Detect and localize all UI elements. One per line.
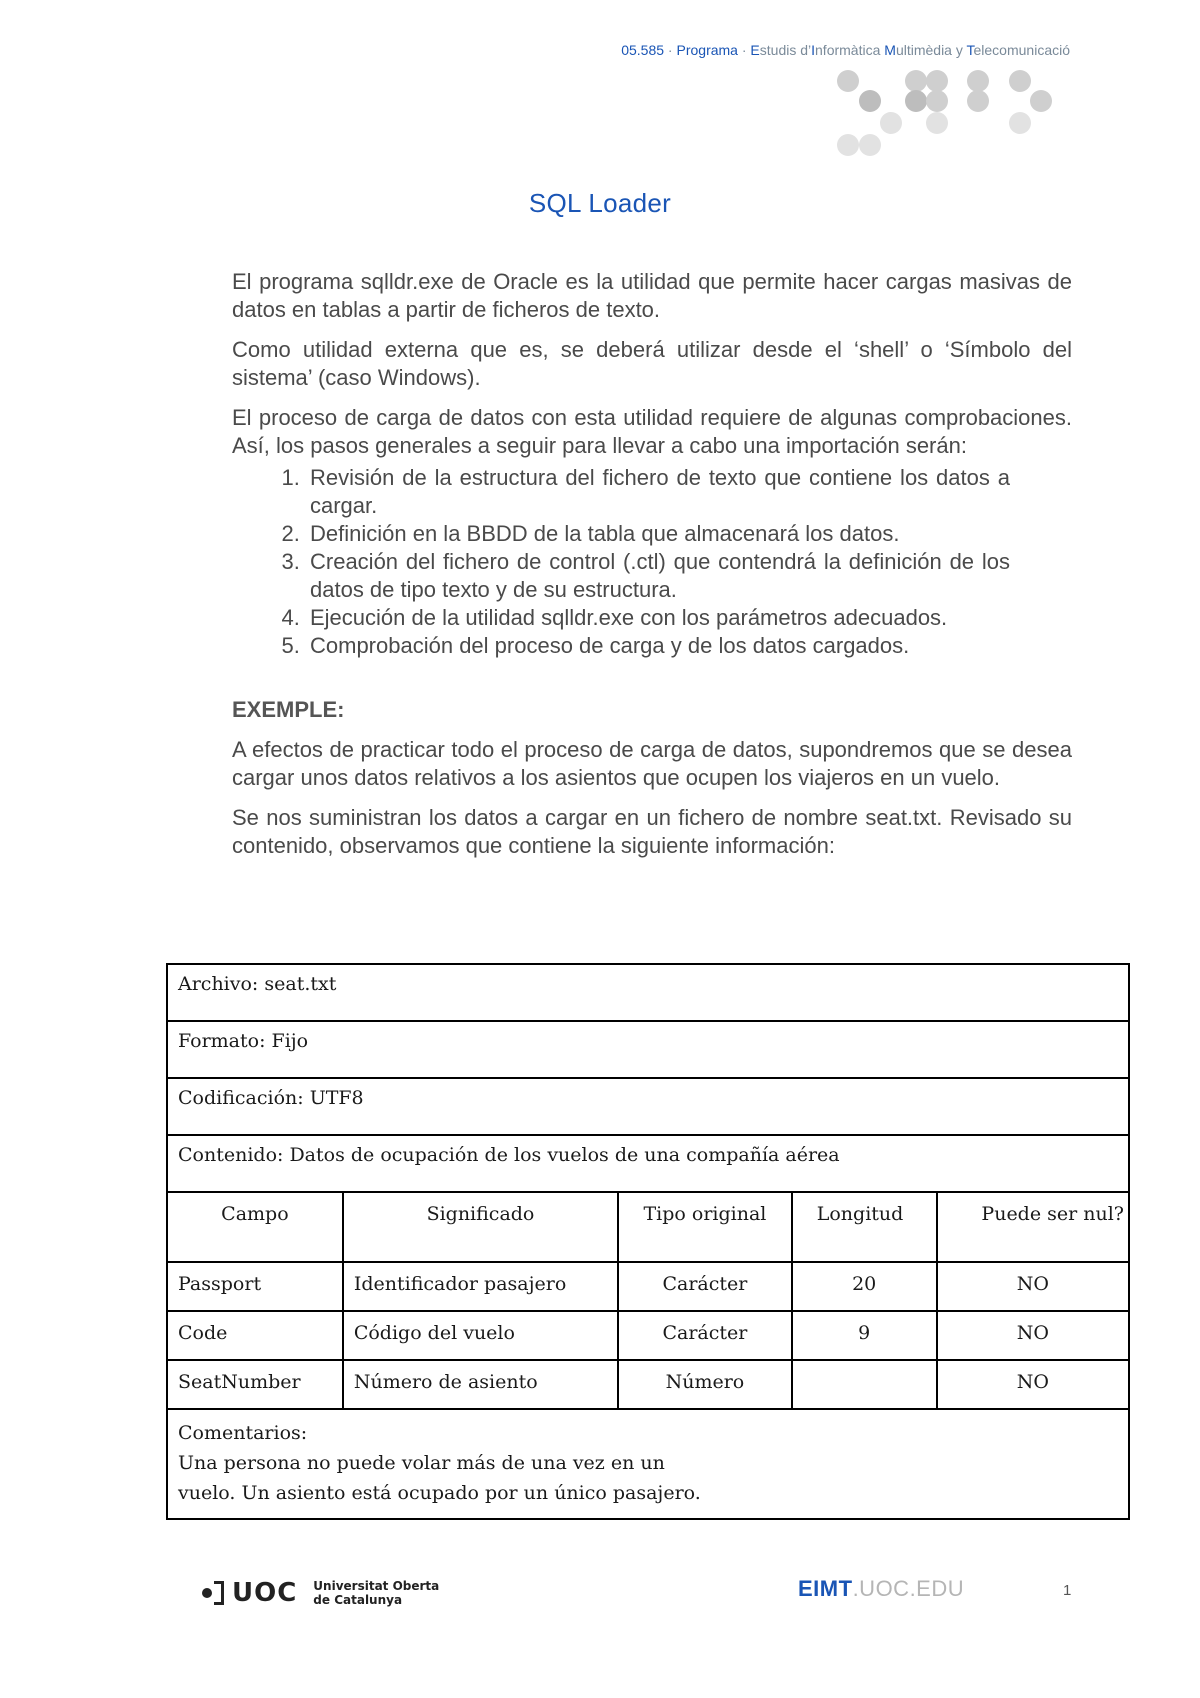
studies-text: nformàtica bbox=[815, 42, 885, 58]
university-name-line: Universitat Oberta bbox=[313, 1579, 440, 1593]
main-content bbox=[232, 268, 1072, 872]
eimt-url bbox=[798, 1576, 964, 1602]
page-title: SQL Loader bbox=[528, 188, 672, 218]
column-header: Tipo original bbox=[618, 1192, 792, 1262]
codificacion-cell: Codificación: UTF8 bbox=[167, 1078, 1129, 1135]
table-cell: NO bbox=[937, 1360, 1129, 1409]
studies-text: studis d’ bbox=[759, 42, 812, 58]
eimt-domain: .UOC.EDU bbox=[852, 1576, 965, 1601]
program-label: Programa bbox=[676, 42, 738, 58]
list-item: 5. Comprobación del proceso de carga y de los datos cargados. bbox=[306, 632, 1010, 660]
uoc-mark-icon bbox=[202, 1581, 232, 1605]
table-cell: 9 bbox=[792, 1311, 937, 1360]
uoc-logo bbox=[202, 1578, 439, 1608]
column-header: Campo bbox=[167, 1192, 343, 1262]
table-row bbox=[167, 1311, 1129, 1360]
column-header: Longitud bbox=[792, 1192, 937, 1262]
studies-initial-m: M bbox=[884, 42, 896, 58]
table-cell: NO bbox=[937, 1262, 1129, 1311]
list-item: 4. Ejecución de la utilidad sqlldr.exe con los parámetros adecuados. bbox=[306, 604, 1010, 632]
table-header-row bbox=[167, 1192, 1129, 1262]
list-item: 1. Revisión de la estructura del fichero de texto que contiene los datos a cargar. bbox=[306, 464, 1010, 520]
studies-text: elecomunicació bbox=[973, 42, 1070, 58]
studies-initial-e: E bbox=[750, 42, 760, 58]
archivo-cell: Archivo: seat.txt bbox=[167, 964, 1129, 1021]
table-cell: Carácter bbox=[618, 1311, 792, 1360]
intro-paragraph: Como utilidad externa que es, se deberá utilizar desde el ‘shell’ o ‘Símbolo del sistema’ (caso Windows). bbox=[232, 337, 1072, 390]
column-header: Significado bbox=[343, 1192, 618, 1262]
university-name bbox=[313, 1579, 439, 1607]
table-cell: Código del vuelo bbox=[343, 1311, 618, 1360]
table-row bbox=[167, 1360, 1129, 1409]
table-cell: Carácter bbox=[618, 1262, 792, 1311]
studies-text: ultimèdia y bbox=[895, 42, 967, 58]
exemple-paragraph: Se nos suministran los datos a cargar en un fichero de nombre seat.txt. Revisado su contenido, observamos que contiene la siguiente información: bbox=[232, 805, 1072, 858]
table-cell: Número bbox=[618, 1360, 792, 1409]
exemple-paragraph: A efectos de practicar todo el proceso de carga de datos, supondremos que se desea cargar unos datos relativos a los asientos que ocupen los viajeros en un vuelo. bbox=[232, 737, 1072, 790]
eimt-label: EIMT bbox=[798, 1576, 853, 1601]
studies-initial-i: I bbox=[811, 42, 816, 58]
column-header: Puede ser nul? bbox=[937, 1192, 1129, 1262]
header-line bbox=[621, 42, 1070, 58]
table-cell: Code bbox=[167, 1311, 343, 1360]
table-cell: Identificador pasajero bbox=[343, 1262, 618, 1311]
intro-paragraph: El proceso de carga de datos con esta utilidad requiere de algunas comprobaciones. Así, los pasos generales a seguir para llevar a cabo una importación serán: bbox=[232, 405, 1072, 458]
list-item: 3. Creación del fichero de control (.ctl) que contendrá la definición de los datos de tipo texto y de su estructura. bbox=[306, 548, 1010, 604]
table-cell: Passport bbox=[167, 1262, 343, 1311]
table-cell: Número de asiento bbox=[343, 1360, 618, 1409]
course-code: 05.585 bbox=[621, 42, 665, 58]
formato-cell: Formato: Fijo bbox=[167, 1021, 1129, 1078]
page-number: 1 bbox=[1063, 1582, 1072, 1599]
table-row bbox=[167, 1262, 1129, 1311]
table-cell: NO bbox=[937, 1311, 1129, 1360]
table-cell: 20 bbox=[792, 1262, 937, 1311]
comentarios-line: vuelo. Un asiento está ocupado por un único pasajero. bbox=[178, 1482, 701, 1504]
separator: · bbox=[737, 42, 751, 58]
university-name-line: de Catalunya bbox=[313, 1593, 403, 1607]
list-item: 2. Definición en la BBDD de la tabla que almacenará los datos. bbox=[306, 520, 1010, 548]
comentarios-cell bbox=[167, 1409, 1129, 1519]
table-cell: SeatNumber bbox=[167, 1360, 343, 1409]
intro-paragraph: El programa sqlldr.exe de Oracle es la utilidad que permite hacer cargas masivas de datos en tablas a partir de ficheros de texto. bbox=[232, 269, 1072, 322]
decorative-dots-logo bbox=[825, 68, 1075, 178]
exemple-heading: EXEMPLE: bbox=[232, 697, 345, 722]
file-description-table bbox=[166, 963, 1130, 1520]
contenido-cell: Contenido: Datos de ocupación de los vuelos de una compañía aérea bbox=[167, 1135, 1129, 1192]
table-cell bbox=[792, 1360, 937, 1409]
uoc-wordmark: UOC bbox=[232, 1578, 298, 1608]
studies-initial-t: T bbox=[966, 42, 974, 58]
separator: · bbox=[664, 42, 677, 58]
steps-list bbox=[232, 464, 1072, 660]
comentarios-label: Comentarios: bbox=[178, 1422, 308, 1444]
comentarios-line: Una persona no puede volar más de una vez en un bbox=[178, 1452, 665, 1474]
